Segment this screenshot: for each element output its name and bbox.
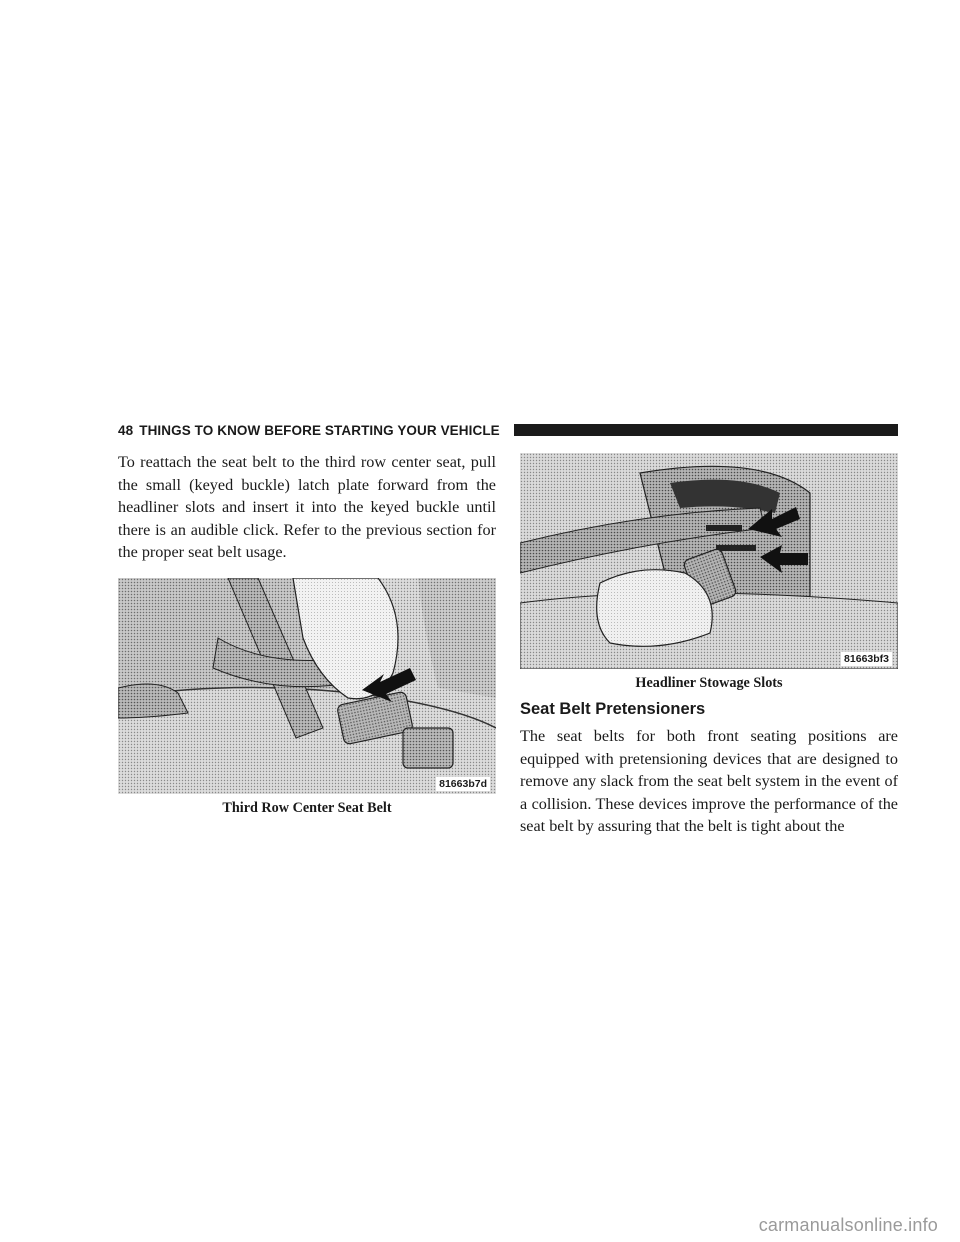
left-column [118, 451, 496, 817]
header-rule [514, 424, 898, 436]
figure-caption: Third Row Center Seat Belt [222, 799, 392, 816]
headliner-illustration [520, 453, 898, 669]
right-column [520, 451, 898, 838]
pretensioners-paragraph: The seat belts for both front seating positions are equipped with pretensioning devices that are designed to remove any slack from the seat belt system in the event of a collision. These devices improve the performance of the seat belt by assuring that the belt is tight about the [520, 727, 898, 836]
running-header [118, 423, 506, 438]
seat-belt-illustration [118, 578, 496, 794]
section-title: THINGS TO KNOW BEFORE STARTING YOUR VEHICLE [139, 422, 500, 438]
headliner-slots-figure [520, 453, 898, 669]
section-heading: Seat Belt Pretensioners [520, 700, 706, 718]
third-row-belt-figure [118, 578, 496, 794]
watermark: carmanualsonline.info [758, 1215, 938, 1235]
page-number: 48 [118, 422, 134, 438]
figure-code: 81663b7d [436, 777, 490, 791]
figure-caption: Headliner Stowage Slots [635, 675, 783, 691]
page-header [118, 420, 898, 440]
figure-code: 81663bf3 [841, 652, 892, 666]
reattach-paragraph: To reattach the seat belt to the third row center seat, pull the small (keyed buckle) latch plate forward from the headliner slots and insert it into the keyed buckle until there is an audible click. Refer to the previous section for the proper seat belt usage. [118, 453, 496, 562]
